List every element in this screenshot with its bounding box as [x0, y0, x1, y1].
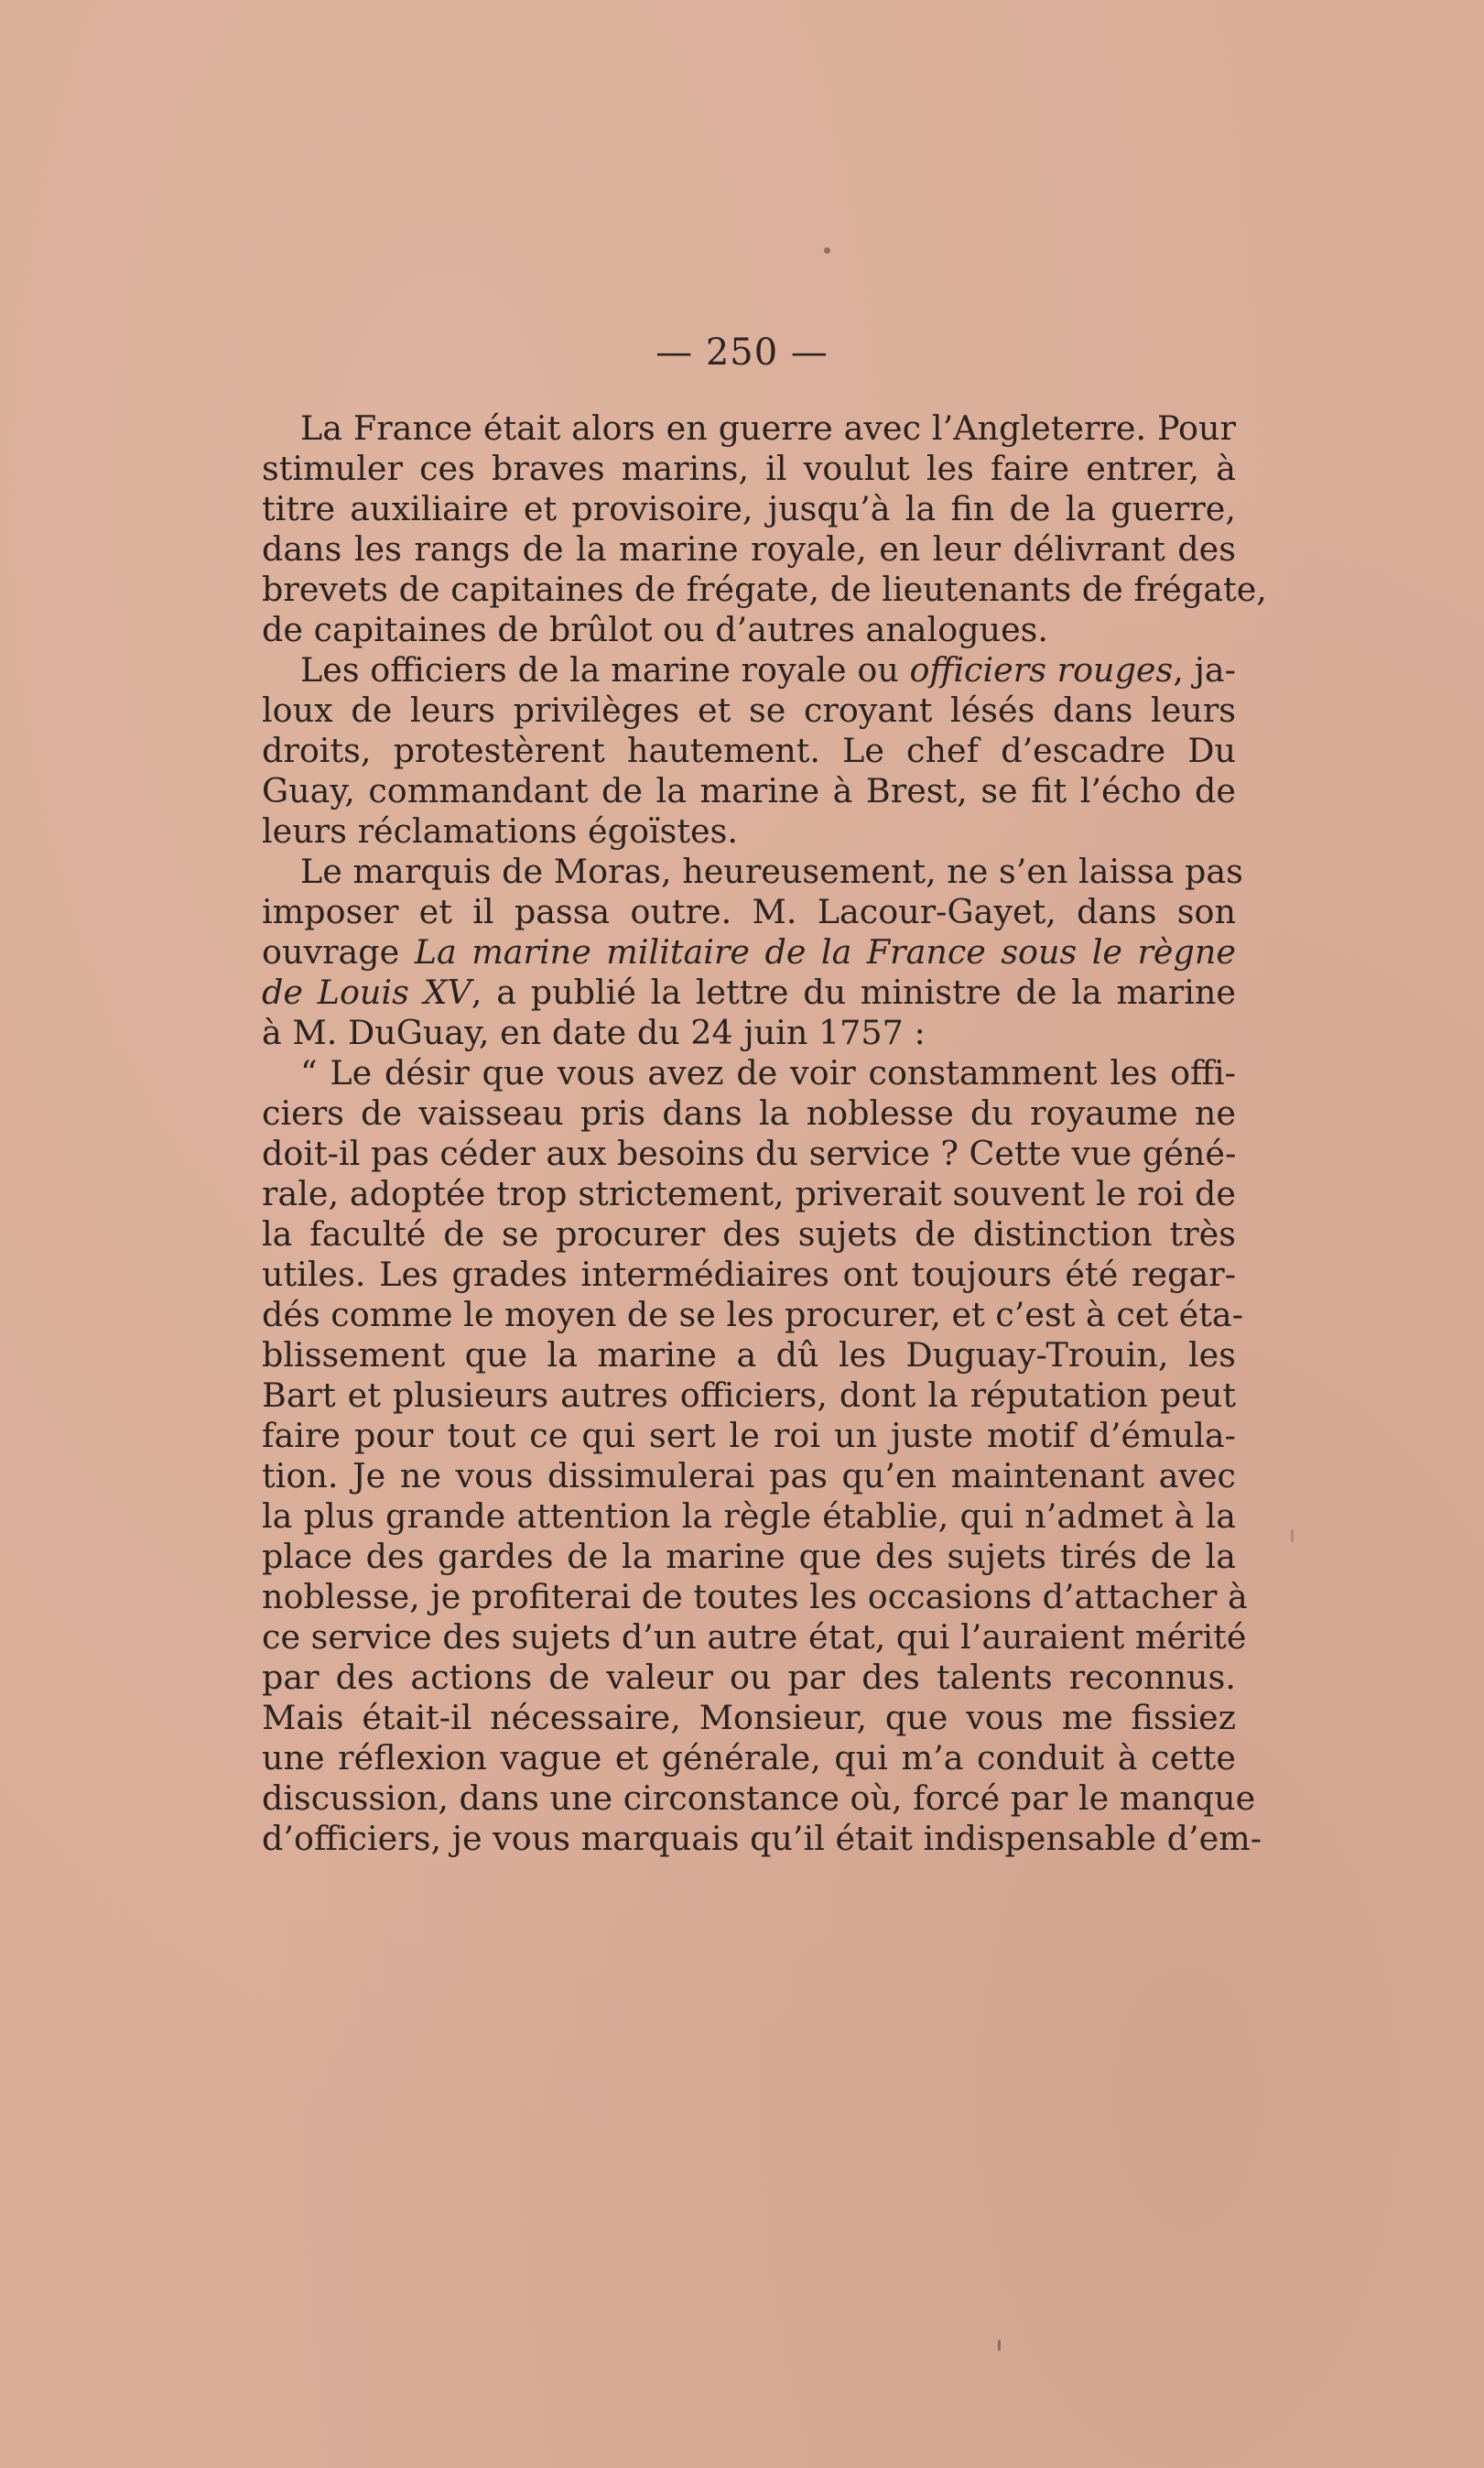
text-line [262, 570, 1267, 610]
text-segment: , ja- [1173, 650, 1236, 690]
paper-speck [1291, 1529, 1294, 1542]
text-line [262, 408, 1236, 449]
text-segment: Bart et plusieurs autres officiers, dont la réputation peut [262, 1375, 1236, 1415]
text-line [262, 1093, 1236, 1134]
text-line [262, 1416, 1236, 1456]
text-line [262, 1778, 1256, 1819]
text-segment: discussion, dans une circonstance où, forcé par le manque [262, 1778, 1256, 1818]
text-line [262, 1496, 1236, 1537]
text-line [262, 1053, 1236, 1093]
page-number: — 250 — [655, 332, 829, 374]
text-segment: ciers de vaisseau pris dans la noblesse du royaume ne [262, 1093, 1236, 1133]
text-segment: brevets de capitaines de frégate, de lieutenants de frégate, [262, 570, 1267, 609]
text-segment: stimuler ces braves marins, il voulut les faire entrer, à [262, 449, 1236, 488]
text-line [262, 1577, 1248, 1617]
text-segment: Les officiers de la marine royale ou [300, 650, 910, 690]
text-line [262, 811, 1236, 852]
body-text [262, 408, 1267, 1859]
text-segment: Guay, commandant de la marine à Brest, se fit l’écho de [262, 771, 1236, 810]
text-segment: une réflexion vague et générale, qui m’a conduit à cette [262, 1738, 1236, 1778]
text-line [262, 771, 1236, 811]
text-segment: titre auxiliaire et provisoire, jusqu’à la fin de la guerre, [262, 489, 1236, 528]
paper-speck [998, 2340, 1001, 2351]
text-line [262, 1617, 1247, 1658]
text-segment: La France était alors en guerre avec l’Angleterre. Pour [300, 408, 1236, 448]
text-segment: droits, protestèrent hautement. Le chef d’escadre Du [262, 731, 1236, 770]
text-line [262, 610, 1236, 650]
paragraph [262, 1053, 1262, 1859]
text-segment: la faculté de se procurer des sujets de distinction très [262, 1214, 1236, 1254]
text-line [262, 690, 1236, 731]
text-line [262, 1335, 1236, 1375]
text-line [262, 892, 1236, 932]
italic-text: La marine militaire de la France sous le règne [414, 932, 1236, 972]
text-segment: utiles. Les grades intermédiaires ont toujours été regar- [262, 1255, 1236, 1294]
text-segment: leurs réclamations égoïstes. [262, 811, 738, 851]
text-line [262, 973, 1236, 1013]
paper-speck [824, 247, 830, 254]
text-line [262, 650, 1236, 690]
text-line [262, 1174, 1236, 1214]
text-segment: ouvrage [262, 932, 415, 972]
text-line [262, 449, 1236, 489]
text-segment: d’officiers, je vous marquais qu’il était indispensable d’em- [262, 1819, 1262, 1858]
text-segment: par des actions de valeur ou par des talents reconnus. [262, 1658, 1236, 1697]
text-line [262, 932, 1236, 973]
text-line [262, 852, 1243, 892]
text-segment: Mais était-il nécessaire, Monsieur, que vous me fissiez [262, 1698, 1236, 1737]
text-segment: dés comme le moyen de se les procurer, et c’est à cet éta- [262, 1295, 1244, 1334]
text-line [262, 1738, 1236, 1778]
text-segment: la plus grande attention la règle établie, qui n’admet à la [262, 1496, 1236, 1536]
paragraph [262, 408, 1267, 650]
text-line [262, 1255, 1236, 1295]
paragraph [262, 650, 1236, 852]
text-segment: “ Le désir que vous avez de voir constamment les offi- [300, 1053, 1236, 1093]
text-line [262, 1134, 1236, 1174]
text-segment: blissement que la marine a dû les Duguay-Trouin, les [262, 1335, 1236, 1375]
text-line [262, 731, 1236, 771]
text-segment: à M. DuGuay, en date du 24 juin 1757 : [262, 1013, 926, 1052]
text-segment: rale, adoptée trop strictement, priverait souvent le roi de [262, 1174, 1236, 1213]
text-segment: noblesse, je profiterai de toutes les occasions d’attacher à [262, 1577, 1248, 1616]
text-segment: tion. Je ne vous dissimulerai pas qu’en maintenant avec [262, 1456, 1236, 1495]
text-line [262, 1295, 1244, 1335]
text-segment: loux de leurs privilèges et se croyant lésés dans leurs [262, 690, 1236, 730]
text-segment: ce service des sujets d’un autre état, qui l’auraient mérité [262, 1617, 1247, 1657]
text-line [262, 489, 1236, 529]
text-segment: doit-il pas céder aux besoins du service ? Cette vue géné- [262, 1134, 1237, 1173]
text-line [262, 1013, 1236, 1053]
text-segment: de capitaines de brûlot ou d’autres analogues. [262, 610, 1049, 649]
italic-text: de Louis XV [262, 973, 471, 1012]
text-line [262, 1537, 1236, 1577]
text-segment: Le marquis de Moras, heureusement, ne s’en laissa pas [300, 852, 1243, 891]
paragraph [262, 852, 1243, 1053]
text-segment: , a publié la lettre du ministre de la marine [471, 973, 1236, 1012]
text-segment: faire pour tout ce qui sert le roi un juste motif d’émula- [262, 1416, 1236, 1455]
text-segment: imposer et il passa outre. M. Lacour-Gayet, dans son [262, 892, 1236, 931]
text-line [262, 1375, 1236, 1416]
text-line [262, 1819, 1262, 1859]
italic-text: officiers rouges [909, 650, 1174, 690]
text-line [262, 1456, 1236, 1496]
text-line [262, 1698, 1236, 1738]
text-line [262, 1214, 1236, 1255]
text-line [262, 1658, 1236, 1698]
text-line [262, 529, 1236, 570]
text-segment: place des gardes de la marine que des sujets tirés de la [262, 1537, 1236, 1576]
text-segment: dans les rangs de la marine royale, en leur délivrant des [262, 529, 1236, 569]
